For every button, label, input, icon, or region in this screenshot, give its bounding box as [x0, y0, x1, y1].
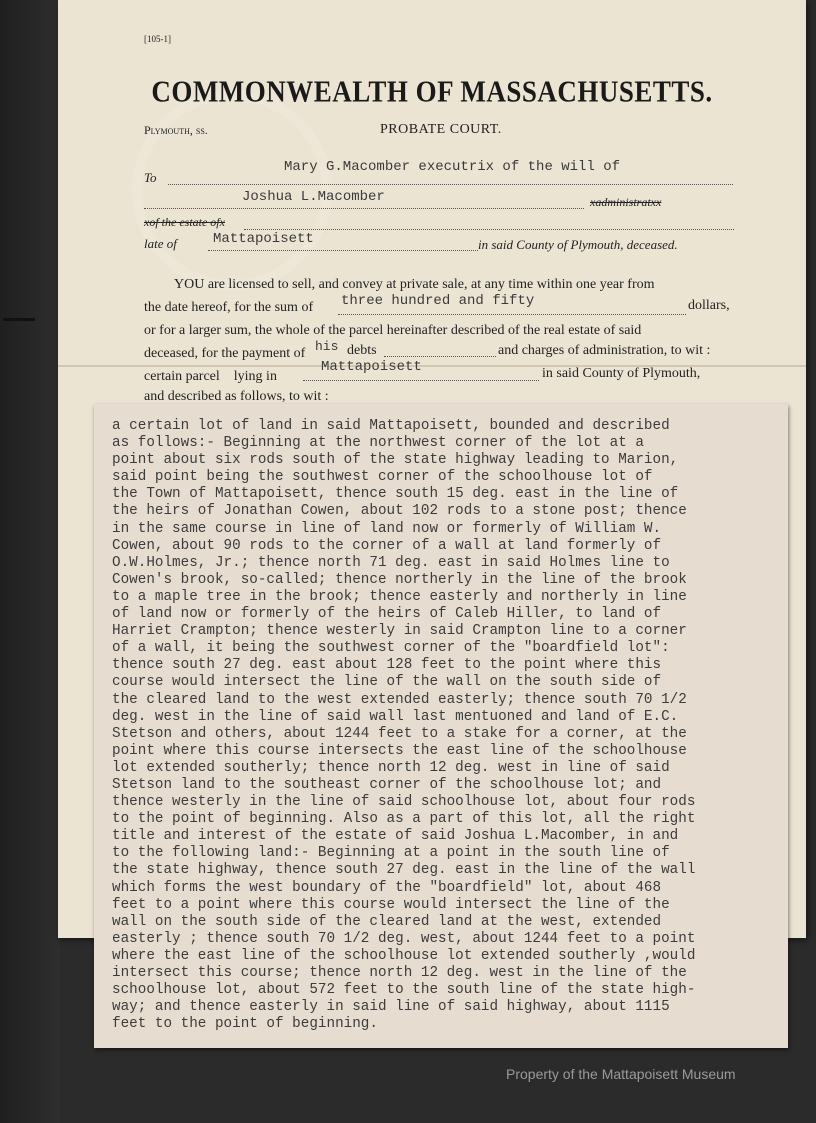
court-label: PROBATE COURT.	[380, 122, 502, 137]
description-line: feet to a point where this course would intersect the line of the	[112, 896, 670, 913]
description-line: thence westerly in the line of said schoolhouse lot, about four rods	[112, 794, 696, 811]
description-line: O.W.Holmes, Jr.; thence north 71 deg. east in said Holmes line to	[112, 554, 670, 571]
description-line: of a wall, it being the southwest corner of the "boardfield lot":	[112, 640, 670, 657]
description-line: feet to the point of beginning.	[112, 1016, 378, 1033]
description-line: where the east line of the schoolhouse lot extended southerly ,would	[112, 947, 696, 964]
museum-watermark: Property of the Mattapoisett Museum	[506, 1066, 736, 1082]
parcel-suffix: in said County of Plymouth,	[542, 366, 701, 381]
description-line: which forms the west boundary of the "boardfield" lot, about 468	[112, 879, 662, 896]
to-value: Mary G.Macomber executrix of the will of	[284, 159, 621, 175]
property-description	[112, 418, 782, 1033]
sum-suffix: dollars,	[688, 298, 730, 313]
description-line: Stetson land to the southeast corner of the schoolhouse lot; and	[112, 776, 662, 793]
to-dotted-line	[168, 184, 733, 185]
payment-his: his	[315, 339, 339, 354]
description-line: to the following land:- Beginning at a point in the south line of	[112, 845, 670, 862]
description-line: title and interest of the estate of said Joshua L.Macomber, in and	[112, 828, 679, 845]
description-line: deg. west in the line of said wall last mentuoned and land of E.C.	[112, 708, 679, 725]
description-line: the heirs of Jonathan Cowen, about 102 rods to a stone post; thence	[112, 503, 687, 520]
payment-debts: debts	[347, 343, 377, 358]
description-line: to a maple tree in the brook; thence easterly and northerly in line	[112, 588, 687, 605]
license-line-1: YOU are licensed to sell, and convey at private sale, at any time within one year from	[174, 277, 655, 292]
county-label: Plymouth, ss.	[144, 123, 208, 137]
description-line: thence south 27 deg. east about 128 feet to the point where this	[112, 657, 662, 674]
parcel-prefix: certain parcel lying in	[144, 369, 277, 384]
struck-role: xadministratxx	[590, 195, 662, 209]
description-line: Cowen's brook, so-called; thence northerly in the line of the brook	[112, 571, 687, 588]
background-left	[0, 0, 60, 1123]
description-line: a certain lot of land in said Mattapoisett, bounded and described	[112, 418, 670, 434]
to-label: To	[144, 170, 157, 185]
county-suffix: in said County of Plymouth, deceased.	[478, 237, 678, 252]
sum-dotted-line	[338, 314, 686, 315]
late-of-value: Mattapoisett	[213, 231, 314, 247]
description-line: intersect this course; thence north 12 deg. west in the line of the	[112, 965, 687, 981]
description-line: the cleared land to the west extended easterly; thence south 70 1/2	[112, 691, 687, 708]
payment-prefix: deceased, for the payment of	[144, 346, 306, 361]
debts-dotted-line	[384, 356, 496, 357]
estate-dotted-line	[244, 229, 734, 230]
description-line: to the point of beginning. Also as a part of this lot, all the right	[112, 811, 696, 828]
description-line: Harriet Crampton; thence westerly in said Crampton line to a corner	[112, 623, 687, 640]
description-line: course would intersect the line of the wall on the south side of	[112, 674, 662, 691]
description-line: schoolhouse lot, about 572 feet to the south line of the state high-	[112, 982, 696, 999]
parcel-place: Mattapoisett	[321, 359, 422, 375]
description-line: of land now or formerly of the heirs of Caleb Hiller, to land of	[112, 606, 662, 623]
description-line: Cowen, about 90 rods to the corner of a wall at land formerly of	[112, 537, 662, 554]
description-line: the Town of Mattapoisett, thence south 15 deg. east in the line of	[112, 486, 679, 503]
description-line: Stetson and others, about 1244 feet to a stake for a corner, at the	[112, 725, 687, 742]
sum-value: three hundred and fifty	[341, 293, 535, 309]
late-of-dotted-line	[208, 250, 478, 251]
description-line: in the same course in line of land now or formerly of William W.	[112, 520, 662, 537]
license-line-6: and described as follows, to wit :	[144, 389, 329, 404]
license-line-3: or for a larger sum, the whole of the parcel hereinafter described of the real estate of said	[144, 323, 642, 338]
description-line: wall on the south side of the cleared land at the west, extended	[112, 913, 662, 930]
struck-estate: xof the estate ofx	[144, 215, 225, 229]
description-line: way; and thence easterly in said line of said highway, about 1115	[112, 999, 670, 1016]
name-value: Joshua L.Macomber	[242, 189, 385, 205]
description-line: the state highway, thence south 27 deg. east in the line of the wall	[112, 862, 696, 879]
form-code: [105-1]	[144, 34, 171, 44]
description-line: said point being the southwest corner of the schoolhouse lot of	[112, 469, 653, 486]
description-line: as follows:- Beginning at the northwest corner of the lot at a	[112, 435, 644, 452]
margin-dash	[3, 318, 35, 321]
description-line: easterly ; thence south 70 1/2 deg. west, about 1244 feet to a point	[112, 930, 696, 947]
description-line: point about six rods south of the state highway leading to Marion,	[112, 452, 679, 469]
typed-rider-sheet	[94, 404, 788, 1048]
late-of-label: late of	[144, 236, 177, 251]
name-dotted-line	[144, 208, 584, 209]
description-line: point where this course intersects the east line of the schoolhouse	[112, 742, 687, 759]
payment-suffix: and charges of administration, to wit :	[498, 343, 711, 358]
sum-prefix: the date hereof, for the sum of	[144, 300, 314, 315]
description-line: lot extended southerly; thence north 12 deg. west in line of said	[112, 759, 670, 776]
document-heading: COMMONWEALTH OF MASSACHUSETTS.	[151, 73, 713, 109]
place-dotted-line	[303, 380, 539, 381]
